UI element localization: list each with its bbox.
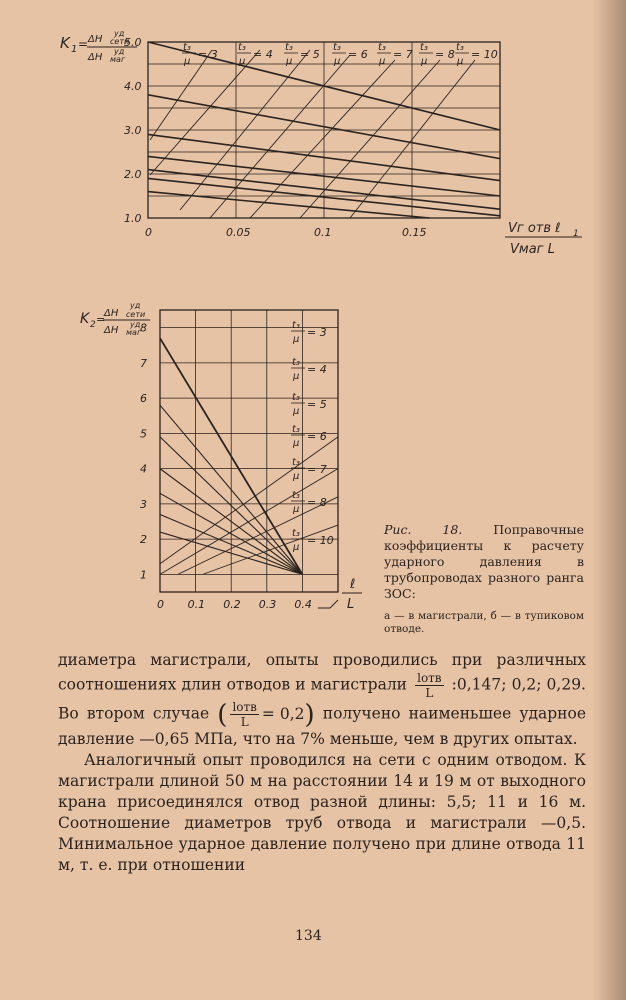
chart-b-series-label-num: t₃ — [292, 457, 300, 468]
chart-b-series-label-value: = 5 — [307, 398, 327, 411]
chart-b-series-label-den: μ — [293, 438, 300, 449]
chart-b-series-label-den: μ — [293, 504, 300, 515]
fraction-lotv-l-2 — [230, 700, 258, 729]
chart-a-series-label-num: t₃ — [333, 42, 341, 53]
chart-a-series-label-den: μ — [457, 56, 464, 67]
chart-a-series-label-den: μ — [379, 56, 386, 67]
chart-b-series-label-den: μ — [293, 334, 300, 345]
chart-a-guide-line — [150, 50, 212, 140]
chart-a-series-label-num: t₃ — [456, 42, 464, 53]
paragraph-1 — [58, 650, 586, 750]
chart-a-series-label-value: = 5 — [300, 48, 320, 61]
chart-a-y-tick-label: 4.0 — [124, 80, 142, 93]
chart-a-y-sub: 1 — [71, 44, 78, 55]
chart-b-y-den-sup: уд — [130, 320, 141, 329]
chart-b-y-num-sup: уд — [130, 301, 141, 310]
chart-b-series-label-num: t₃ — [292, 424, 300, 435]
chart-a-series-label-value: = 8 — [435, 48, 455, 61]
chart-b-y-tick-label: 1 — [140, 568, 147, 582]
chart-a-y-main: K — [60, 34, 70, 52]
chart-b-series-label-value: = 6 — [307, 430, 327, 443]
chart-b-series-label-value: = 7 — [307, 463, 327, 476]
chart-a-x-tick-label: 0.05 — [226, 226, 251, 239]
chart-b-y-sub: 2 — [90, 320, 96, 330]
chart-b-series-label-num: t₃ — [292, 528, 300, 539]
chart-b-y-main: K — [80, 311, 90, 327]
chart-b-plot-area — [140, 310, 338, 611]
chart-a-series-label-value: = 6 — [348, 48, 368, 61]
chart-b-series-label-value: = 3 — [307, 326, 327, 339]
figure-caption-label: Рис. 18. — [384, 522, 463, 537]
fraction-eq: = 0,2 — [261, 705, 305, 723]
chart-a-series-label-num: t₃ — [378, 42, 386, 53]
figure-caption — [384, 522, 584, 602]
chart-a-y-den-sup: уд — [114, 47, 125, 56]
chart-a-series-label-num: t₃ — [183, 42, 191, 53]
chart-a-x-tick-label: 0 — [145, 226, 152, 239]
chart-b-series-label-num: t₃ — [292, 490, 300, 501]
chart-a-y-tick-label: 3.0 — [124, 124, 142, 137]
fraction-num-2: lотв — [232, 700, 257, 714]
chart-a-series-label-num: t₃ — [420, 42, 428, 53]
paragraph-1-part-a: диаметра магистрали, опыты проводились при различных соотношениях длин отводов и магистрали — [58, 651, 586, 694]
chart-b-y-eq: = — [96, 313, 106, 326]
chart-b-x-tick-label: 0 — [157, 598, 164, 611]
chart-a-x-label — [505, 221, 582, 257]
figure-caption-text: Поправочные коэффициенты к расчету ударного давления в трубопроводах разного ранга ЗОС: — [384, 522, 584, 601]
chart-b-x-num: ℓ — [350, 577, 356, 592]
chart-b-y-tick-label: 5 — [140, 427, 147, 441]
paragraph-1-part-c: получено наименьшее ударное давление —0,65 МПа, что на 7% меньше, чем в других опытах. — [58, 704, 586, 748]
chart-a-y-den: ΔH — [88, 52, 103, 63]
chart-b-y-tick-label: 4 — [140, 462, 147, 476]
chart-b-series-label-value: = 10 — [307, 534, 334, 547]
chart-b-series-label-num: t₃ — [292, 392, 300, 403]
fraction-den-2: L — [240, 715, 249, 729]
chart-a-series-line — [148, 192, 430, 218]
chart-a-y-den-sub: маг — [110, 55, 126, 64]
chart-b-y-tick-label: 3 — [140, 497, 147, 511]
chart-b-y-den-sub: маг — [126, 328, 142, 337]
fraction-lotv-l — [415, 671, 443, 700]
chart-b-series-label-num: t₃ — [292, 357, 300, 368]
chart-a-y-eq: = — [78, 37, 89, 51]
paragraph-2: Аналогичный опыт проводился на сети с одним отводом. К магистрали длиной 50 м на расстоянии 14 и 19 м от выходного крана присоединялся отвод разной длины: 5,5; 11 и 16 м. Соотношение диаметров труб отвода и магистрали —0,5. Минимальное ударное давление получено при длине отвода 11 м, т. е. при отношении — [58, 751, 586, 874]
chart-b-y-tick-label: 2 — [140, 533, 147, 547]
chart-a-series-label-value: = 3 — [198, 48, 218, 61]
chart-b-series-label-den: μ — [293, 406, 300, 417]
chart-a-series-label-num: t₃ — [285, 42, 293, 53]
paragraph-1-part-b: :0,147; 0,2; 0,29. Во втором случае — [58, 675, 586, 723]
chart-a-series-label-den: μ — [334, 56, 341, 67]
chart-b-y-den: ΔH — [104, 325, 119, 336]
chart-a-series-label-value: = 7 — [393, 48, 413, 61]
chart-b-series-label-value: = 4 — [307, 363, 327, 376]
chart-a-y-num: ΔH — [88, 34, 103, 45]
chart-b-x-tick-label: 0.4 — [294, 598, 312, 611]
chart-a-x-num: Vг отв ℓ — [508, 221, 561, 236]
chart-b-series-label-num: t₃ — [292, 320, 300, 331]
chart-a-series-label-den: μ — [239, 56, 246, 67]
chart-b-y-tick-label: 6 — [140, 392, 147, 406]
fraction-in-parens: ( $\frac{\text{lотв}}{L}$ = 0,2 ) — [217, 699, 315, 730]
chart-b-y-tick-label: 8 — [140, 321, 147, 335]
chart-b-y-num: ΔH — [104, 308, 119, 319]
chart-b-frame — [160, 310, 338, 592]
chart-a-x-tick-label: 0.1 — [314, 226, 332, 239]
chart-b-x-tick-label: 0.1 — [187, 598, 206, 611]
chart-a-series-label-den: μ — [421, 56, 428, 67]
chart-a-y-tick-label: 1.0 — [124, 212, 142, 225]
chart-a-series-label-num: t₃ — [238, 42, 246, 53]
chart-b-series-label-value: = 8 — [307, 496, 327, 509]
chart-b-series-label-den: μ — [293, 542, 300, 553]
chart-a-x-tick-label: 0.15 — [402, 226, 427, 239]
chart-a-x-den: Vмаг L — [510, 242, 555, 257]
chart-a-plot-area — [124, 36, 500, 239]
chart-a-series-label-den: μ — [184, 56, 191, 67]
chart-b-series-label-den: μ — [293, 371, 300, 382]
chart-b-y-num-sub: сети — [126, 310, 146, 319]
fraction-num: lотв — [417, 671, 442, 685]
chart-b-guide-line — [203, 525, 338, 574]
chart-b-x-den: L — [347, 597, 355, 612]
chart-a-series-label-value: = 10 — [471, 48, 498, 61]
page-number: 134 — [295, 928, 322, 944]
chart-a — [0, 0, 626, 300]
chart-a-series-label-value: = 4 — [253, 48, 273, 61]
chart-a-guide-line — [210, 55, 350, 218]
chart-a-y-tick-label: 5.0 — [124, 36, 142, 49]
chart-b-x-tick-label: 0.2 — [223, 598, 241, 611]
chart-a-x-num-sub: 1 — [573, 229, 579, 239]
chart-a-y-num-sup: уд — [114, 29, 125, 38]
body-text — [58, 650, 586, 876]
chart-a-guide-line — [350, 60, 475, 218]
chart-a-y-tick-label: 2.0 — [124, 168, 142, 181]
chart-b-y-tick-label: 7 — [140, 356, 147, 370]
chart-b-series-label-den: μ — [293, 471, 300, 482]
chart-b-x-arrow — [318, 600, 338, 608]
chart-b-x-tick-label: 0.3 — [258, 598, 277, 611]
fraction-den: L — [425, 686, 434, 700]
figure-caption-sub: а — в магистрали, б — в тупиковом отводе. — [384, 610, 584, 635]
chart-b-x-label — [342, 577, 362, 612]
chart-a-y-num-sub: сети — [110, 37, 130, 46]
chart-a-series-label-den: μ — [286, 56, 293, 67]
